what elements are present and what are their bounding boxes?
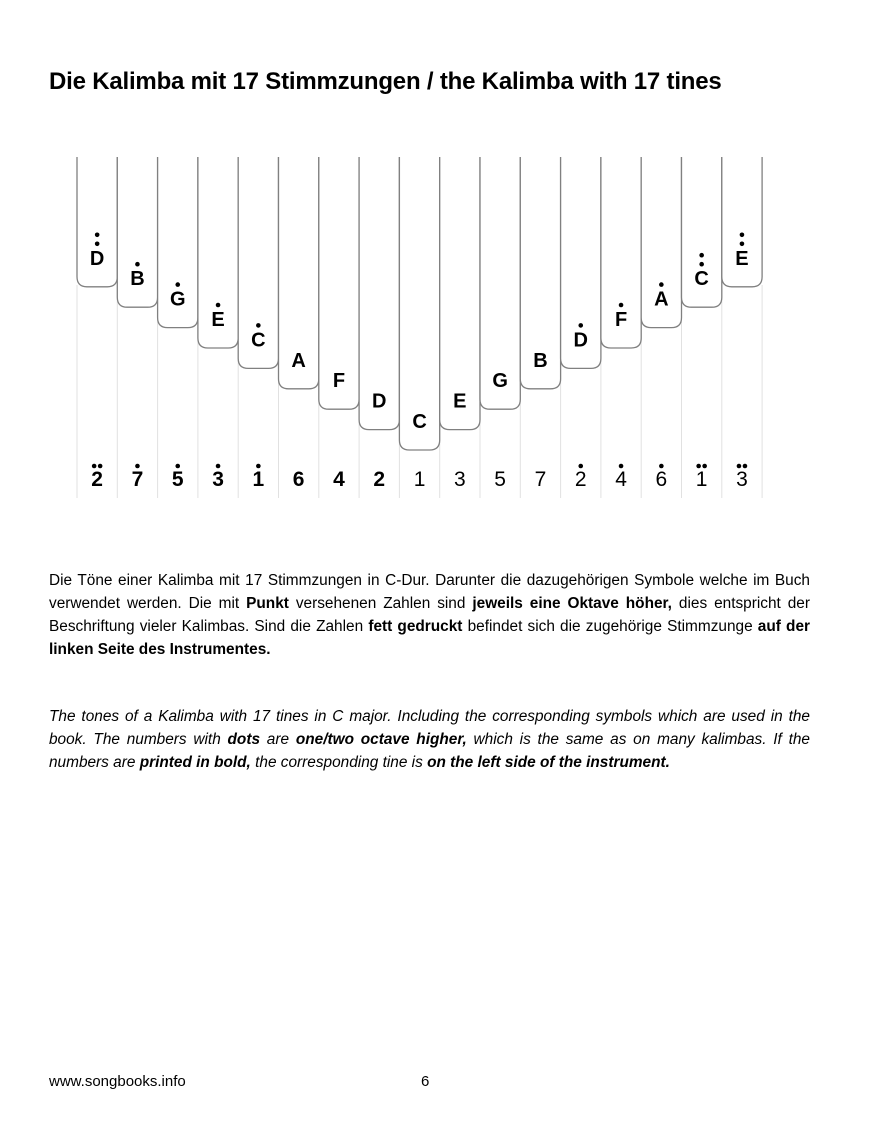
tine-9 xyxy=(399,157,439,450)
tine-note-letter: E xyxy=(453,390,467,413)
tine-note-letter: G xyxy=(169,288,186,311)
octave-dot xyxy=(578,464,583,469)
octave-dot xyxy=(699,253,704,258)
tine-16 xyxy=(682,157,722,307)
tine-4 xyxy=(198,157,238,348)
number-symbol-text: 5 xyxy=(171,468,184,491)
number-symbol-text: 3 xyxy=(212,468,224,491)
text-en-bold-3: printed in bold, xyxy=(139,754,251,771)
octave-dot xyxy=(743,464,748,469)
number-symbol-text: 5 xyxy=(494,468,506,491)
page-number: 6 xyxy=(421,1073,430,1090)
octave-dot xyxy=(702,464,707,469)
text-de-part-3: dies entspricht der Beschriftung vieler Kalimbas. Sind die Zahlen xyxy=(49,595,810,635)
tine-17 xyxy=(722,157,762,287)
tine-note-letter: D xyxy=(372,390,387,413)
page-title: Die Kalimba mit 17 Stimmzungen / the Kalimba with 17 tines xyxy=(49,68,722,95)
number-symbol-7 xyxy=(333,468,345,491)
tine-note-letter: B xyxy=(130,268,145,291)
text-de-bold-4: auf der linken Seite des Instrumentes. xyxy=(49,618,810,658)
octave-dot xyxy=(737,464,742,469)
text-en-bold-1: dots xyxy=(227,731,261,748)
text-de-bold-1: Punkt xyxy=(246,595,289,612)
octave-dot xyxy=(216,303,221,308)
german-description xyxy=(49,569,810,661)
text-en-part-3: which is the same as on many kalimbas. If the numbers are xyxy=(49,731,810,771)
tine-note-letter: C xyxy=(694,268,709,291)
number-symbol-5 xyxy=(253,464,265,491)
number-symbol-16 xyxy=(696,464,708,491)
number-symbol-2 xyxy=(132,464,144,491)
number-symbol-17 xyxy=(736,464,748,491)
tine-note-letter: F xyxy=(332,370,346,393)
number-symbol-text: 7 xyxy=(534,468,547,491)
number-symbol-text: 2 xyxy=(373,468,386,491)
tine-note-letter: C xyxy=(251,329,266,352)
tine-shape xyxy=(359,157,399,430)
tine-15 xyxy=(641,157,681,328)
octave-dot xyxy=(659,282,664,287)
tine-note-letter: E xyxy=(211,309,225,331)
text-de-part-4: befindet sich die zugehörige Stimmzunge xyxy=(462,618,758,635)
tine-note-letter: D xyxy=(89,247,105,270)
number-notation-row xyxy=(91,464,747,491)
tine-note-letter: A xyxy=(291,349,306,372)
octave-dot xyxy=(216,464,221,469)
footer-website: www.songbooks.info xyxy=(49,1073,186,1090)
tine-10 xyxy=(440,157,480,430)
octave-dot xyxy=(175,282,180,287)
tine-5 xyxy=(238,157,278,368)
text-en-bold-2: one/two octave higher, xyxy=(295,731,467,748)
kalimba-tines xyxy=(77,157,762,450)
octave-dot xyxy=(95,233,100,238)
number-symbol-text: 6 xyxy=(292,468,305,491)
number-symbol-text: 3 xyxy=(736,468,748,491)
number-symbol-10 xyxy=(454,468,466,491)
number-symbol-11 xyxy=(494,468,506,491)
number-symbol-14 xyxy=(615,464,627,491)
octave-dot xyxy=(135,464,140,469)
octave-dot xyxy=(740,242,745,247)
tine-3 xyxy=(158,157,198,328)
text-de-bold-3: fett gedruckt xyxy=(368,618,463,635)
octave-dot xyxy=(619,303,624,308)
octave-dot xyxy=(95,242,100,247)
octave-dot xyxy=(256,323,261,328)
tine-12 xyxy=(520,157,560,389)
text-de-part-1: Die Töne einer Kalimba mit 17 Stimmzungen in C-Dur. Darunter die dazugehörigen Symbole welche im Buch verwendet werden. Die mit xyxy=(49,572,810,612)
tine-11 xyxy=(480,157,520,409)
number-symbol-1 xyxy=(91,464,103,491)
tine-note-letter: G xyxy=(492,370,508,393)
octave-dot xyxy=(619,464,624,469)
octave-dot xyxy=(135,262,140,267)
number-symbol-4 xyxy=(212,464,224,491)
tine-shape xyxy=(440,157,480,430)
number-symbol-13 xyxy=(575,464,587,491)
english-description xyxy=(49,705,810,774)
number-symbol-text: 1 xyxy=(413,468,426,491)
octave-dot xyxy=(740,233,745,238)
octave-dot xyxy=(659,464,664,469)
octave-dot xyxy=(98,464,103,469)
number-symbol-15 xyxy=(656,464,668,491)
number-symbol-text: 1 xyxy=(695,468,708,491)
tine-7 xyxy=(319,157,359,409)
number-symbol-6 xyxy=(293,468,305,491)
number-symbol-text: 7 xyxy=(131,468,144,491)
octave-dot xyxy=(699,262,704,267)
number-symbol-12 xyxy=(535,468,547,491)
number-symbol-text: 3 xyxy=(454,468,466,491)
octave-dot xyxy=(175,464,180,469)
text-en-part-2: are xyxy=(260,731,296,748)
number-symbol-text: 2 xyxy=(91,468,103,491)
number-symbol-3 xyxy=(172,464,184,491)
tine-8 xyxy=(359,157,399,430)
number-symbol-text: 4 xyxy=(333,468,345,491)
tine-14 xyxy=(601,157,641,348)
tine-note-letter: F xyxy=(614,309,628,331)
text-en-part-1: The tones of a Kalimba with 17 tines in C major. Including the corresponding symbols which are used in the book. The numbers with xyxy=(49,708,810,748)
octave-dot xyxy=(256,464,261,469)
number-symbol-9 xyxy=(414,468,426,491)
number-symbol-text: 6 xyxy=(655,468,668,491)
number-symbol-text: 2 xyxy=(574,468,587,491)
tine-6 xyxy=(279,157,319,389)
tine-note-letter: D xyxy=(573,329,588,352)
text-en-part-4: the corresponding tine is xyxy=(250,754,428,771)
octave-dot xyxy=(578,323,583,328)
tine-note-letter: B xyxy=(533,349,548,372)
text-en-bold-4: on the left side of the instrument. xyxy=(427,754,670,771)
tine-note-letter: E xyxy=(735,247,749,270)
tine-note-letter: C xyxy=(412,411,427,433)
tine-1 xyxy=(77,157,117,287)
kalimba-diagram xyxy=(0,150,869,510)
octave-dot xyxy=(92,464,97,469)
number-symbol-text: 4 xyxy=(615,468,627,491)
number-symbol-8 xyxy=(373,468,385,491)
tine-note-letter: A xyxy=(654,288,669,311)
tine-shape xyxy=(399,157,439,450)
octave-dot xyxy=(696,464,701,469)
text-de-bold-2: jeweils eine Oktave höher, xyxy=(472,595,672,612)
tine-13 xyxy=(561,157,601,368)
tine-2 xyxy=(117,157,157,307)
text-de-part-2: versehenen Zahlen sind xyxy=(288,595,473,612)
number-symbol-text: 1 xyxy=(252,468,265,491)
